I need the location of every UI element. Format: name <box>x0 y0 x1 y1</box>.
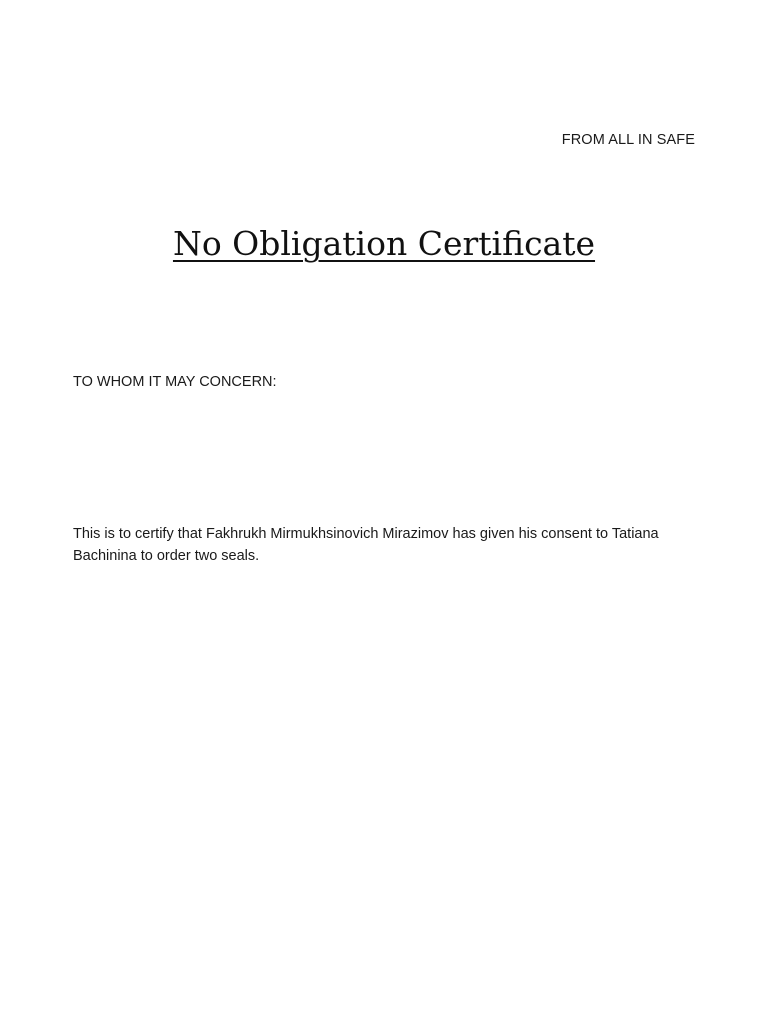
from-line: FROM ALL IN SAFE <box>561 132 695 148</box>
page-title: No Obligation Certificate <box>172 224 596 263</box>
salutation: TO WHOM IT MAY CONCERN: <box>73 374 277 390</box>
certificate-body: This is to certify that Fakhrukh Mirmukhsinovich Mirazimov has given his consent to Tatiana Bachinina to order two seals. <box>73 526 659 564</box>
